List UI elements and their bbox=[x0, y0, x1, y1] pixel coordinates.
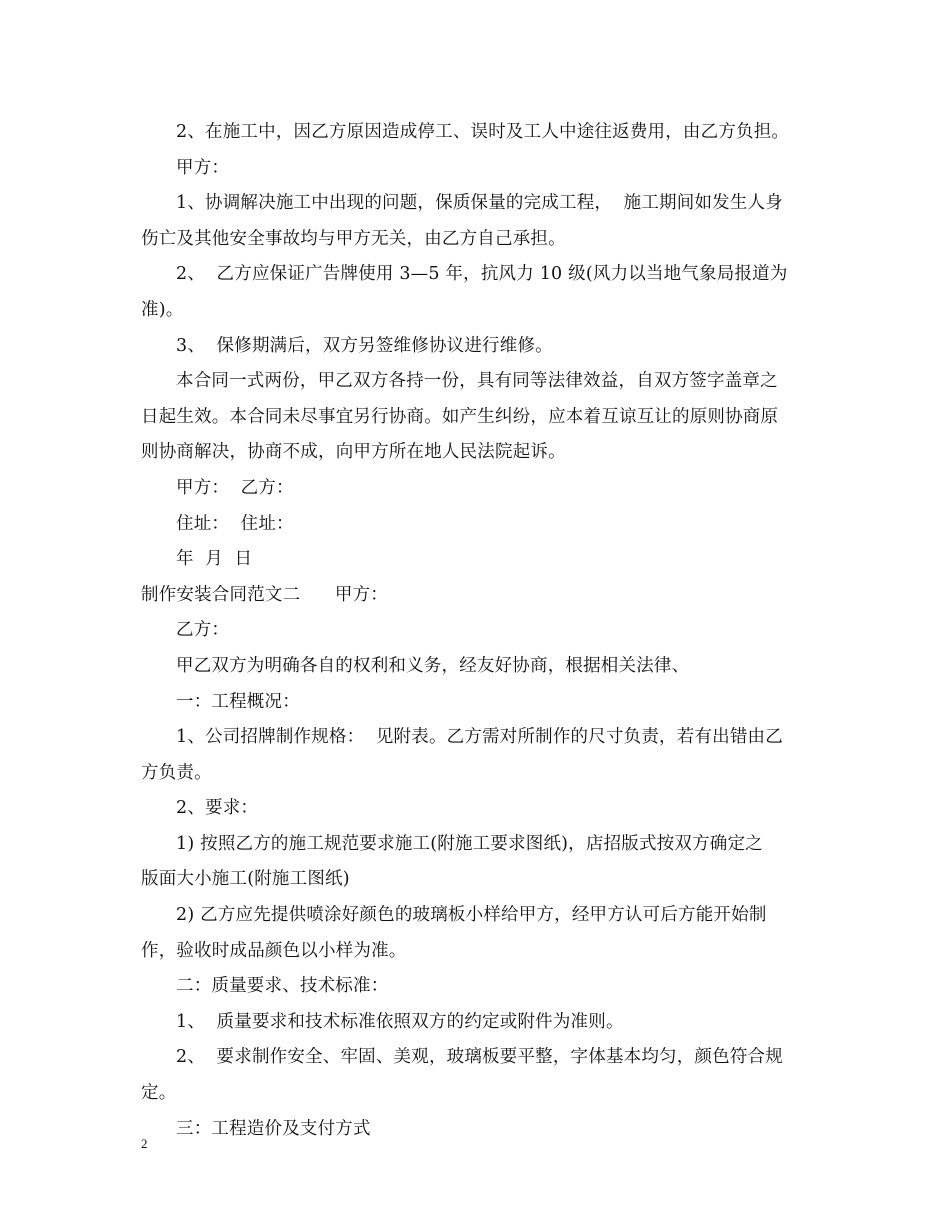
text-line: 甲方： 乙方： bbox=[176, 477, 294, 498]
text-line: 日起生效。本合同未尽事宜另行协商。如产生纠纷，应本着互谅互让的原则协商原 bbox=[141, 406, 779, 427]
text-line: 住址： 住址： bbox=[176, 513, 294, 534]
text-line: 本合同一式两份，甲乙双方各持一份，具有同等法律效益，自双方签字盖章之 bbox=[176, 371, 778, 392]
text-line: 二：质量要求、技术标准： bbox=[176, 976, 389, 997]
document-body bbox=[141, 115, 816, 1147]
text-line: 1、公司招牌制作规格： 见附表。乙方需对所制作的尺寸负责，若有出错由乙 bbox=[176, 727, 783, 748]
text-line: 2、在施工中，因乙方原因造成停工、误时及工人中途往返费用，由乙方负担。 bbox=[176, 122, 790, 142]
text-line: 2、 要求制作安全、牢固、美观，玻璃板要平整，字体基本均匀，颜色符合规 bbox=[176, 1047, 783, 1068]
page-number: 2 bbox=[141, 1136, 148, 1151]
text-line: 作，验收时成品颜色以小样为准。 bbox=[141, 940, 407, 961]
text-line: 2、 乙方应保证广告牌使用 3—5 年，抗风力 10 级(风力以当地气象局报道为 bbox=[176, 264, 788, 285]
text-line: 准)。 bbox=[141, 299, 184, 320]
text-line: 则协商解决，协商不成，向甲方所在地人民法院起诉。 bbox=[141, 442, 566, 463]
text-line: 1) 按照乙方的施工规范要求施工(附施工要求图纸)，店招版式按双方确定之 bbox=[176, 833, 763, 854]
text-line: 制作安装合同范文二 甲方： bbox=[141, 584, 388, 605]
text-line: 甲乙双方为明确各自的权利和义务，经友好协商，根据相关法律、 bbox=[176, 655, 690, 676]
text-line: 定。 bbox=[141, 1083, 177, 1104]
text-line: 方负责。 bbox=[141, 762, 212, 783]
text-line: 1、 质量要求和技术标准依照双方的约定或附件为准则。 bbox=[176, 1011, 624, 1032]
text-line: 2) 乙方应先提供喷涂好颜色的玻璃板小样给甲方，经甲方认可后方能开始制 bbox=[176, 905, 767, 926]
text-line: 1、协调解决施工中出现的问题，保质保量的完成工程， 施工期间如发生人身 bbox=[176, 193, 783, 214]
text-line: 版面大小施工(附施工图纸) bbox=[141, 869, 350, 890]
text-line: 年 月 日 bbox=[176, 549, 253, 570]
text-line: 甲方： bbox=[176, 157, 230, 178]
text-line: 3、 保修期满后，双方另签维修协议进行维修。 bbox=[176, 335, 553, 356]
text-line: 一：工程概况： bbox=[176, 691, 300, 712]
text-line: 乙方： bbox=[176, 620, 230, 641]
text-line: 三：工程造价及支付方式 bbox=[176, 1118, 371, 1139]
text-line: 2、要求： bbox=[176, 798, 259, 819]
text-line: 伤亡及其他安全事故均与甲方无关，由乙方自己承担。 bbox=[141, 228, 566, 249]
